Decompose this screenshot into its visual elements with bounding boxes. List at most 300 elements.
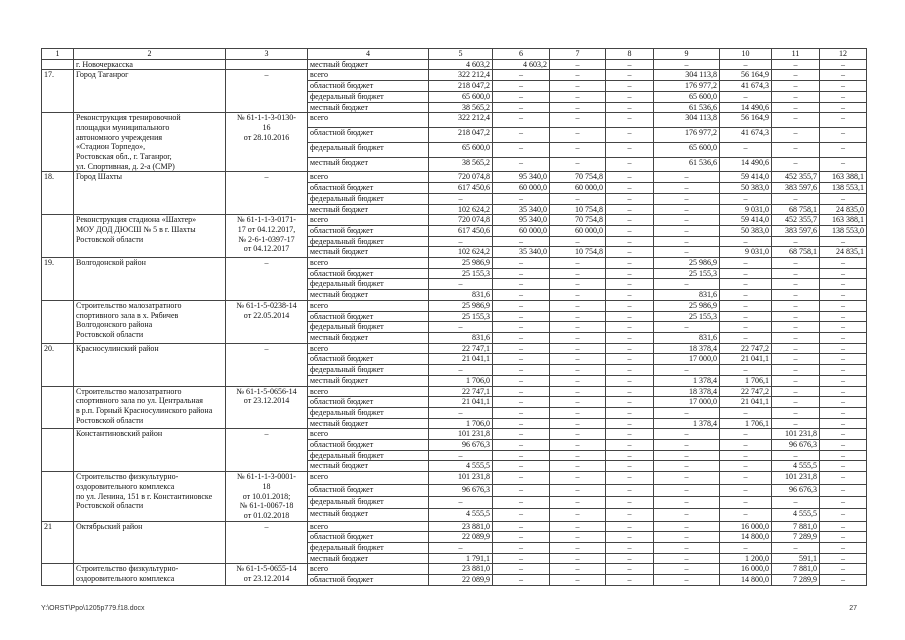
amount-cell: – — [820, 375, 867, 386]
amount-cell: 24 835,0 — [820, 204, 867, 215]
object-name-line: Город Таганрог — [76, 70, 129, 80]
amount-cell: – — [550, 386, 606, 397]
amount-cell: – — [820, 81, 867, 92]
amount-cell: – — [606, 142, 654, 157]
document-ref-line: № 61-1-5-0238-14 — [236, 300, 297, 310]
amount-cell: – — [606, 268, 654, 279]
object-name-line: Ростовской области — [76, 234, 144, 244]
object-name — [74, 300, 226, 343]
amount-cell: – — [606, 128, 654, 143]
amount-cell: 65 600,0 — [429, 142, 493, 157]
object-name-line: Красносулинский район — [76, 343, 159, 353]
amount-cell: – — [606, 575, 654, 586]
amount-cell: 1 200,0 — [720, 553, 772, 564]
amount-cell: – — [772, 397, 820, 408]
amount-cell: 4 555,5 — [429, 509, 493, 521]
amount-cell: 22 747,1 — [429, 343, 493, 354]
document-ref-line: – — [264, 70, 269, 80]
amount-cell: 9 031,0 — [720, 247, 772, 258]
amount-cell: – — [429, 407, 493, 418]
amount-cell: – — [820, 365, 867, 376]
funding-source: местный бюджет — [308, 290, 429, 301]
object-name-line: спортивного зала по ул. Центральная — [76, 396, 203, 406]
amount-cell: – — [429, 279, 493, 290]
funding-source: всего — [308, 472, 429, 484]
amount-cell: – — [606, 543, 654, 554]
object-name-line: спортивного зала в х. Рябичев — [76, 310, 179, 320]
amount-cell: – — [493, 418, 550, 429]
amount-cell: – — [606, 496, 654, 508]
amount-cell: 60 000,0 — [550, 225, 606, 236]
amount-cell: 38 565,2 — [429, 157, 493, 172]
amount-cell: 304 113,8 — [654, 70, 720, 81]
amount-cell: 24 835,1 — [820, 247, 867, 258]
amount-cell: 56 164,9 — [720, 113, 772, 128]
amount-cell: 16 000,0 — [720, 564, 772, 575]
row-number: 18. — [42, 172, 74, 215]
amount-cell: 1 791,1 — [429, 553, 493, 564]
amount-cell: 383 597,6 — [772, 225, 820, 236]
amount-cell: – — [772, 70, 820, 81]
table-row — [42, 472, 867, 484]
amount-cell: – — [429, 236, 493, 247]
document-ref-line: 16 — [262, 122, 271, 132]
amount-cell: – — [606, 290, 654, 301]
amount-cell: – — [772, 418, 820, 429]
amount-cell: 322 212,4 — [429, 113, 493, 128]
amount-cell: – — [720, 472, 772, 484]
amount-cell: – — [606, 343, 654, 354]
amount-cell: – — [429, 193, 493, 204]
amount-cell: – — [429, 450, 493, 461]
amount-cell: – — [772, 81, 820, 92]
amount-cell: 10 754,8 — [550, 204, 606, 215]
amount-cell: – — [772, 236, 820, 247]
document-ref-line: от 22.05.2014 — [243, 310, 290, 320]
document-ref — [226, 113, 308, 172]
object-name-line: Ростовской области — [76, 501, 144, 511]
amount-cell: – — [493, 365, 550, 376]
amount-cell: 14 490,6 — [720, 102, 772, 113]
amount-cell: 4 603,2 — [493, 59, 550, 70]
amount-cell: – — [820, 322, 867, 333]
amount-cell: 14 490,6 — [720, 157, 772, 172]
document-ref-line: № 2-6-1-0397-17 — [238, 234, 295, 244]
funding-source: всего — [308, 429, 429, 440]
amount-cell: – — [550, 91, 606, 102]
amount-cell: – — [772, 142, 820, 157]
document-ref — [226, 386, 308, 429]
object-name-line: Волгодонского района — [76, 320, 153, 330]
object-name — [74, 521, 226, 564]
amount-cell: – — [720, 142, 772, 157]
document-ref-line: № 61-1-1-3-0001- — [237, 472, 296, 482]
budget-table — [41, 48, 867, 586]
amount-cell: – — [772, 113, 820, 128]
amount-cell: – — [493, 509, 550, 521]
amount-cell: – — [606, 311, 654, 322]
amount-cell: – — [654, 496, 720, 508]
amount-cell: 383 597,6 — [772, 183, 820, 194]
object-name-line: ул. Спортивная, д. 2-а (СМР) — [76, 161, 175, 171]
amount-cell: – — [772, 365, 820, 376]
amount-cell: – — [772, 193, 820, 204]
amount-cell: – — [654, 484, 720, 496]
amount-cell: – — [550, 429, 606, 440]
amount-cell: 452 355,7 — [772, 215, 820, 226]
amount-cell: – — [654, 521, 720, 532]
object-name-line: Строительство малозатратного — [76, 386, 182, 396]
object-name-line: Строительство физкультурно- — [76, 564, 179, 574]
object-name-line: Реконструкция тренировочной — [76, 113, 181, 123]
amount-cell: – — [772, 279, 820, 290]
document-ref-line: 18 — [262, 481, 271, 491]
document-ref-line: от 28.10.2016 — [243, 132, 290, 142]
amount-cell: – — [493, 386, 550, 397]
amount-cell: – — [493, 472, 550, 484]
amount-cell: – — [820, 142, 867, 157]
amount-cell: – — [493, 70, 550, 81]
amount-cell: 41 674,3 — [720, 81, 772, 92]
document-ref-line: № 61-1-0067-18 — [239, 501, 294, 511]
amount-cell: – — [550, 543, 606, 554]
amount-cell: – — [820, 258, 867, 269]
amount-cell: 59 414,0 — [720, 172, 772, 183]
amount-cell: – — [550, 521, 606, 532]
amount-cell: – — [493, 461, 550, 472]
document-ref-line: № 61-1-1-3-0171- — [237, 215, 296, 225]
amount-cell: 14 800,0 — [720, 575, 772, 586]
amount-cell: – — [550, 553, 606, 564]
document-ref — [226, 472, 308, 522]
object-name-line: Ростовской области — [76, 415, 144, 425]
funding-source: местный бюджет — [308, 375, 429, 386]
amount-cell: – — [493, 91, 550, 102]
amount-cell: – — [772, 290, 820, 301]
amount-cell: 23 881,0 — [429, 521, 493, 532]
amount-cell: – — [772, 496, 820, 508]
amount-cell: – — [493, 322, 550, 333]
document-ref-line: от 04.12.2017 — [243, 244, 290, 254]
amount-cell: – — [493, 332, 550, 343]
amount-cell: – — [550, 311, 606, 322]
amount-cell: – — [654, 193, 720, 204]
amount-cell: 617 450,6 — [429, 225, 493, 236]
amount-cell: 60 000,0 — [493, 225, 550, 236]
amount-cell: – — [606, 386, 654, 397]
funding-source: федеральный бюджет — [308, 496, 429, 508]
amount-cell: – — [654, 279, 720, 290]
amount-cell: 720 074,8 — [429, 215, 493, 226]
amount-cell: – — [493, 157, 550, 172]
column-header: 10 — [720, 49, 772, 60]
amount-cell: 452 355,7 — [772, 172, 820, 183]
amount-cell: – — [550, 59, 606, 70]
amount-cell: – — [606, 461, 654, 472]
amount-cell: – — [772, 102, 820, 113]
amount-cell: 4 555,5 — [772, 461, 820, 472]
amount-cell: – — [772, 59, 820, 70]
object-name-line: автономного учреждения — [76, 132, 163, 142]
table-row — [42, 521, 867, 532]
amount-cell: – — [550, 322, 606, 333]
document-ref-line: от 23.12.2014 — [243, 574, 290, 584]
amount-cell: – — [820, 496, 867, 508]
amount-cell: – — [654, 236, 720, 247]
amount-cell: – — [550, 461, 606, 472]
funding-source: федеральный бюджет — [308, 407, 429, 418]
column-header: 6 — [493, 49, 550, 60]
amount-cell: – — [772, 407, 820, 418]
amount-cell: – — [550, 496, 606, 508]
amount-cell: – — [772, 543, 820, 554]
amount-cell: – — [550, 258, 606, 269]
funding-source: местный бюджет — [308, 157, 429, 172]
column-header: 12 — [820, 49, 867, 60]
amount-cell: – — [493, 450, 550, 461]
amount-cell: 7 881,0 — [772, 564, 820, 575]
amount-cell: 831,6 — [654, 332, 720, 343]
funding-source: областной бюджет — [308, 575, 429, 586]
object-name-line: Ростовская обл., г. Таганрог, — [76, 152, 172, 162]
object-name — [74, 429, 226, 472]
funding-source: областной бюджет — [308, 268, 429, 279]
document-ref-line: – — [264, 258, 269, 268]
funding-source: областной бюджет — [308, 484, 429, 496]
amount-cell: – — [550, 300, 606, 311]
amount-cell: 70 754,8 — [550, 172, 606, 183]
amount-cell: – — [606, 81, 654, 92]
amount-cell: – — [429, 543, 493, 554]
amount-cell: – — [493, 300, 550, 311]
amount-cell: – — [550, 157, 606, 172]
amount-cell: – — [606, 70, 654, 81]
amount-cell: – — [720, 322, 772, 333]
amount-cell: – — [606, 59, 654, 70]
funding-source: областной бюджет — [308, 81, 429, 92]
object-name — [74, 472, 226, 522]
document-ref-line: от 10.01.2018; — [242, 491, 291, 501]
row-number: 17. — [42, 70, 74, 113]
amount-cell: – — [820, 113, 867, 128]
amount-cell: 22 747,2 — [720, 386, 772, 397]
object-name-line: Строительство физкультурно- — [76, 472, 179, 482]
row-number — [42, 113, 74, 172]
funding-source: всего — [308, 215, 429, 226]
funding-source: федеральный бюджет — [308, 450, 429, 461]
amount-cell: – — [550, 509, 606, 521]
amount-cell: 21 041,1 — [429, 397, 493, 408]
row-number: 21 — [42, 521, 74, 564]
funding-source: областной бюджет — [308, 311, 429, 322]
amount-cell: – — [493, 290, 550, 301]
amount-cell: 35 340,0 — [493, 204, 550, 215]
amount-cell: – — [720, 332, 772, 343]
row-number — [42, 429, 74, 472]
amount-cell: 617 450,6 — [429, 183, 493, 194]
funding-source: областной бюджет — [308, 128, 429, 143]
amount-cell: – — [550, 564, 606, 575]
amount-cell: – — [820, 70, 867, 81]
document-ref — [226, 300, 308, 343]
amount-cell: – — [606, 113, 654, 128]
amount-cell: – — [606, 332, 654, 343]
amount-cell: – — [820, 102, 867, 113]
amount-cell: – — [720, 236, 772, 247]
amount-cell: 61 536,6 — [654, 102, 720, 113]
amount-cell: – — [820, 407, 867, 418]
amount-cell: – — [493, 397, 550, 408]
column-header: 8 — [606, 49, 654, 60]
amount-cell: – — [820, 397, 867, 408]
amount-cell: – — [820, 429, 867, 440]
amount-cell: – — [493, 484, 550, 496]
amount-cell: – — [772, 300, 820, 311]
row-number — [42, 215, 74, 258]
amount-cell: – — [720, 407, 772, 418]
amount-cell: – — [550, 440, 606, 451]
file-path: Y:\ORST\Ppo\1205p779.f18.docx — [41, 605, 145, 612]
object-name-line: Ростовской области — [76, 329, 144, 339]
amount-cell: 1 706,0 — [429, 418, 493, 429]
amount-cell: 163 388,1 — [820, 172, 867, 183]
funding-source: местный бюджет — [308, 509, 429, 521]
document-ref-line: 17 от 04.12.2017, — [237, 224, 296, 234]
amount-cell: – — [820, 543, 867, 554]
amount-cell: – — [429, 496, 493, 508]
amount-cell: – — [820, 472, 867, 484]
amount-cell: – — [606, 375, 654, 386]
funding-source: областной бюджет — [308, 225, 429, 236]
column-header: 3 — [226, 49, 308, 60]
amount-cell: 1 706,1 — [720, 375, 772, 386]
amount-cell: – — [606, 472, 654, 484]
amount-cell: 65 600,0 — [654, 91, 720, 102]
amount-cell: – — [772, 343, 820, 354]
funding-source: областной бюджет — [308, 397, 429, 408]
funding-source: областной бюджет — [308, 183, 429, 194]
amount-cell: 102 624,2 — [429, 247, 493, 258]
amount-cell: 7 881,0 — [772, 521, 820, 532]
amount-cell: – — [493, 102, 550, 113]
amount-cell: 70 754,8 — [550, 215, 606, 226]
row-number — [42, 59, 74, 70]
amount-cell: 9 031,0 — [720, 204, 772, 215]
amount-cell: 25 986,9 — [654, 258, 720, 269]
amount-cell: – — [820, 91, 867, 102]
amount-cell: – — [606, 193, 654, 204]
amount-cell: – — [550, 532, 606, 543]
row-number — [42, 386, 74, 429]
amount-cell: – — [654, 553, 720, 564]
amount-cell: – — [550, 472, 606, 484]
object-name-line: МОУ ДОД ДЮСШ № 5 в г. Шахты — [76, 224, 196, 234]
object-name — [74, 343, 226, 386]
amount-cell: – — [654, 183, 720, 194]
amount-cell: – — [820, 59, 867, 70]
document-ref-line: – — [264, 172, 269, 182]
amount-cell: – — [820, 521, 867, 532]
amount-cell: – — [493, 521, 550, 532]
funding-source: федеральный бюджет — [308, 322, 429, 333]
column-header: 1 — [42, 49, 74, 60]
amount-cell: 304 113,8 — [654, 113, 720, 128]
amount-cell: – — [493, 193, 550, 204]
amount-cell: – — [429, 365, 493, 376]
amount-cell: – — [720, 258, 772, 269]
table-row — [42, 113, 867, 128]
amount-cell: 21 041,1 — [720, 397, 772, 408]
amount-cell: – — [720, 496, 772, 508]
amount-cell: – — [493, 142, 550, 157]
column-header: 11 — [772, 49, 820, 60]
amount-cell: – — [606, 553, 654, 564]
amount-cell: – — [654, 440, 720, 451]
object-name-line: Реконструкция стадиона «Шахтер» — [76, 215, 197, 225]
amount-cell: 10 754,8 — [550, 247, 606, 258]
amount-cell: – — [654, 59, 720, 70]
amount-cell: – — [720, 300, 772, 311]
funding-source: всего — [308, 172, 429, 183]
amount-cell: 56 164,9 — [720, 70, 772, 81]
amount-cell: 41 674,3 — [720, 128, 772, 143]
object-name-line: оздоровительного комплекса — [76, 574, 175, 584]
amount-cell: – — [606, 225, 654, 236]
amount-cell: – — [654, 461, 720, 472]
amount-cell: 68 758,1 — [772, 204, 820, 215]
amount-cell: – — [493, 113, 550, 128]
amount-cell: – — [493, 407, 550, 418]
row-number — [42, 564, 74, 585]
amount-cell: 25 986,9 — [429, 258, 493, 269]
amount-cell: 68 758,1 — [772, 247, 820, 258]
amount-cell: – — [820, 279, 867, 290]
amount-cell: – — [606, 354, 654, 365]
table-body — [42, 49, 867, 586]
amount-cell: – — [772, 311, 820, 322]
funding-source: федеральный бюджет — [308, 279, 429, 290]
funding-source: всего — [308, 521, 429, 532]
amount-cell: – — [550, 397, 606, 408]
amount-cell: – — [550, 450, 606, 461]
amount-cell: – — [772, 332, 820, 343]
amount-cell: – — [820, 193, 867, 204]
amount-cell: – — [820, 461, 867, 472]
funding-source: всего — [308, 386, 429, 397]
amount-cell: – — [654, 472, 720, 484]
amount-cell: – — [606, 418, 654, 429]
amount-cell: – — [820, 311, 867, 322]
amount-cell: – — [654, 172, 720, 183]
amount-cell: 95 340,0 — [493, 172, 550, 183]
amount-cell: – — [550, 279, 606, 290]
amount-cell: 14 800,0 — [720, 532, 772, 543]
amount-cell: – — [606, 102, 654, 113]
funding-source: федеральный бюджет — [308, 365, 429, 376]
amount-cell: – — [493, 429, 550, 440]
funding-source: местный бюджет — [308, 332, 429, 343]
header-row — [42, 49, 867, 60]
amount-cell: 50 383,0 — [720, 183, 772, 194]
amount-cell: 18 378,4 — [654, 386, 720, 397]
amount-cell: – — [493, 440, 550, 451]
column-header: 4 — [308, 49, 429, 60]
amount-cell: – — [720, 543, 772, 554]
amount-cell: – — [654, 247, 720, 258]
amount-cell: – — [606, 484, 654, 496]
amount-cell: – — [493, 496, 550, 508]
funding-source: местный бюджет — [308, 59, 429, 70]
